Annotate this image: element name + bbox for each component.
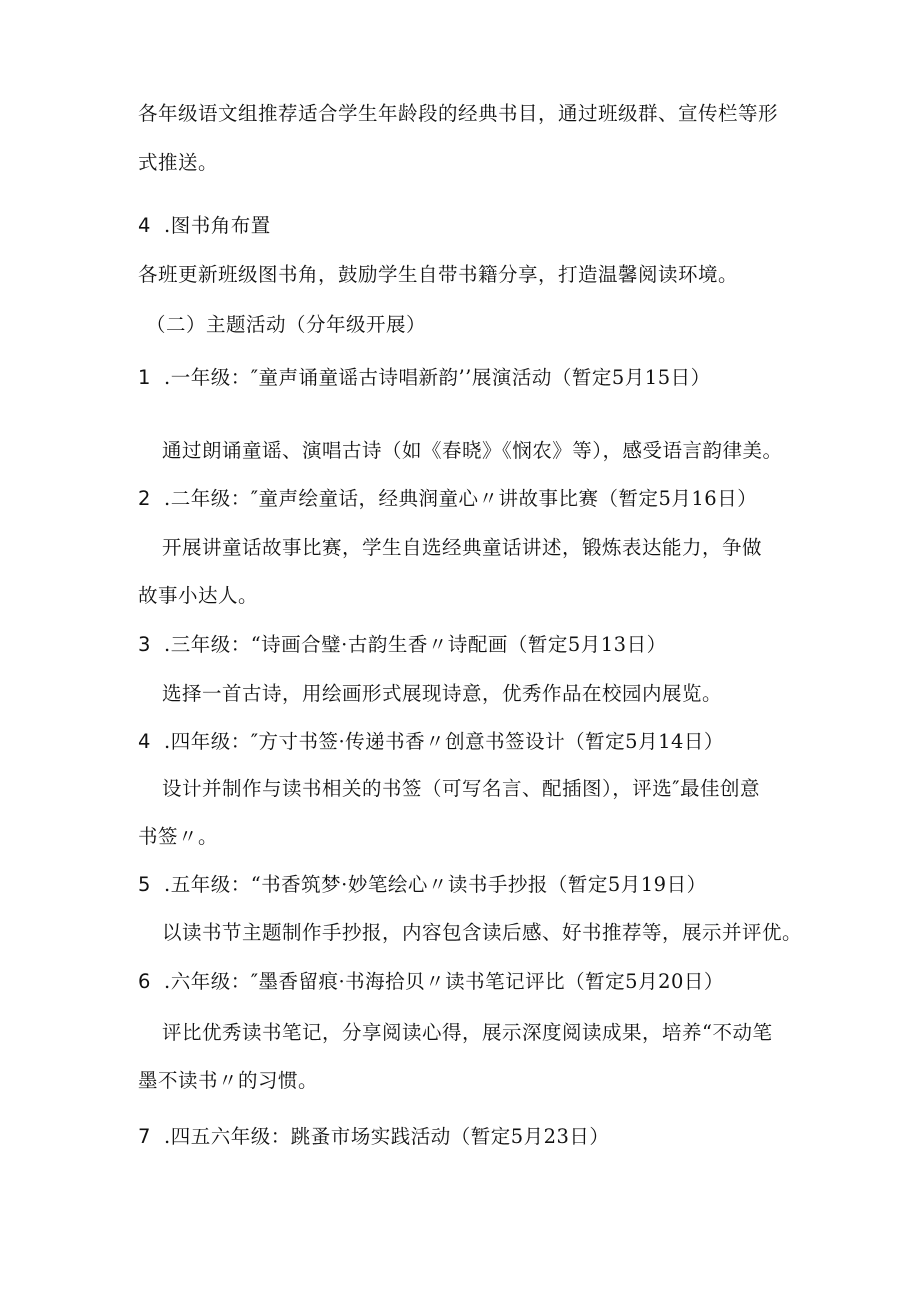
item-number: 7 — [138, 1125, 151, 1148]
item-number: 3 — [138, 633, 151, 656]
item-title: .一年级：″童声诵童谣古诗唱新韵’’展演活动（暂定5月15日） — [164, 366, 711, 389]
heading-number: 4 — [138, 214, 151, 237]
item-number: 5 — [138, 873, 151, 896]
item-number: 2 — [138, 487, 151, 510]
item-grade-5-title — [138, 872, 707, 898]
item-title: .二年级：″童声绘童话，经典润童心〃讲故事比赛（暂定5月16日） — [164, 487, 758, 510]
item-title: .四年级：″方寸书签·传递书香〃创意书签设计（暂定5月14日） — [164, 730, 724, 753]
heading-text: .图书角布置 — [164, 214, 271, 237]
item-grade-5-desc: 以读书节主题制作手抄报，内容包含读后感、好书推荐等，展示并评优。 — [162, 921, 803, 944]
item-number: 4 — [138, 730, 151, 753]
book-corner-text: 各班更新班级图书角，鼓励学生自带书籍分享，打造温馨阅读环境。 — [138, 263, 739, 286]
recommendation-text-line-2: 式推送。 — [138, 151, 219, 174]
item-number: 6 — [138, 970, 151, 993]
item-grade-1-title — [138, 365, 711, 391]
item-grade-6-desc-line-2: 墨不读书〃的习惯。 — [138, 1069, 319, 1092]
recommendation-text-line-1: 各年级语文组推荐适合学生年龄段的经典书目，通过班级群、宣传栏等形 — [138, 102, 779, 125]
item-grade-4-desc-line-1: 设计并制作与读书相关的书签（可写名言、配插图），评选″最佳创意 — [162, 777, 761, 800]
item-title: .三年级：“诗画合璧·古韵生香〃诗配画（暂定5月13日） — [164, 633, 667, 656]
item-grade-2-title — [138, 486, 757, 512]
item-grade-2-desc-line-1: 开展讲童话故事比赛，学生自选经典童话讲述，锻炼表达能力，争做 — [162, 536, 763, 559]
item-grade-6-desc-line-1: 评比优秀读书笔记，分享阅读心得，展示深度阅读成果，培养“不动笔 — [162, 1021, 773, 1044]
item-grade-4-desc-line-2: 书签〃。 — [138, 825, 219, 848]
item-grade-2-desc-line-2: 故事小达人。 — [138, 584, 259, 607]
item-title: .六年级：″墨香留痕·书海拾贝〃读书笔记评比（暂定5月20日） — [164, 970, 724, 993]
item-grade-3-title — [138, 632, 667, 658]
heading-book-corner — [138, 213, 271, 239]
item-title: .四五六年级：跳蚤市场实践活动（暂定5月23日） — [164, 1125, 610, 1148]
item-grade-1-desc: 通过朗诵童谣、演唱古诗（如《春晓》《悯农》等），感受语言韵律美。 — [162, 439, 783, 462]
section-heading-theme-activities: （二）主题活动（分年级开展） — [146, 313, 427, 336]
item-grade-3-desc: 选择一首古诗，用绘画形式展现诗意，优秀作品在校园内展览。 — [162, 682, 723, 705]
item-number: 1 — [138, 366, 151, 389]
item-title: .五年级：“书香筑梦·妙笔绘心〃读书手抄报（暂定5月19日） — [164, 873, 707, 896]
item-grade-6-title — [138, 969, 724, 995]
item-grade-4-title — [138, 729, 724, 755]
item-grade-4-6-title — [138, 1124, 609, 1150]
